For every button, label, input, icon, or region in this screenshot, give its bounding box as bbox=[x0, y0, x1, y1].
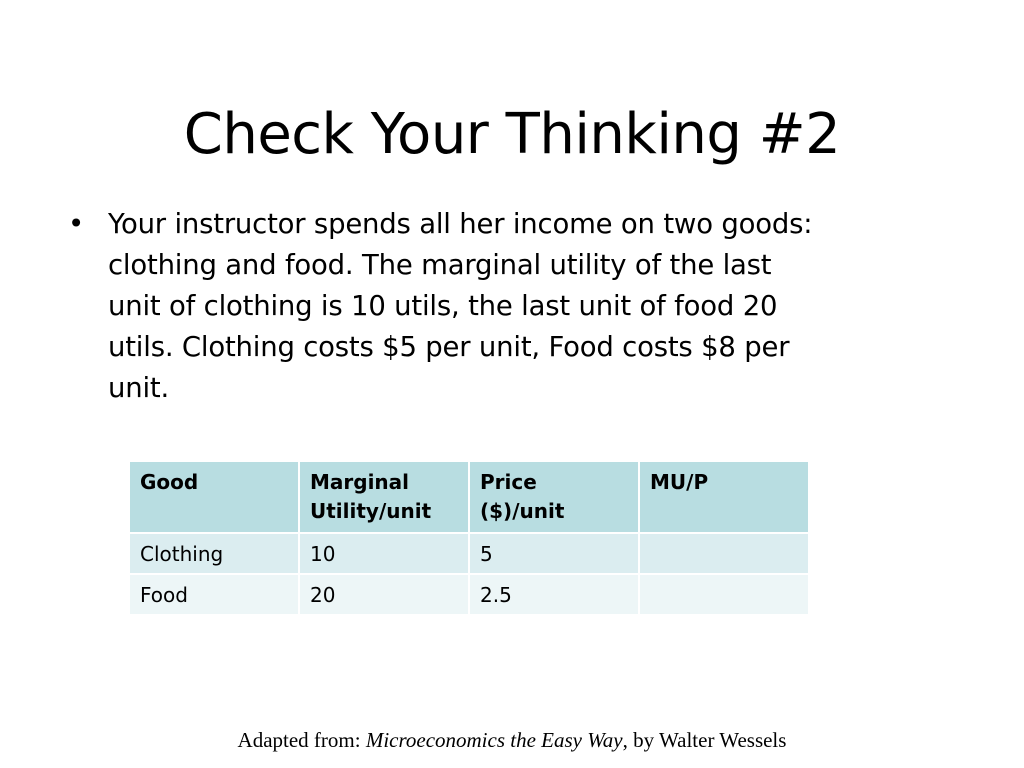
table-row bbox=[129, 574, 809, 615]
citation-book-title: Microeconomics the Easy Way bbox=[365, 728, 623, 752]
bullet-line-5: unit. bbox=[108, 372, 170, 404]
bullet-text bbox=[108, 204, 918, 409]
cell-marginal-utility: 20 bbox=[299, 574, 469, 615]
header-marginal-utility: Marginal Utility/unit bbox=[299, 461, 469, 533]
bullet-line-1: Your instructor spends all her income on two goods: bbox=[108, 208, 813, 240]
marginal-utility-table bbox=[128, 460, 810, 616]
header-good: Good bbox=[129, 461, 299, 533]
table-row bbox=[129, 533, 809, 574]
citation-suffix: , by Walter Wessels bbox=[622, 728, 787, 752]
cell-price: 2.5 bbox=[469, 574, 639, 615]
cell-mu-p bbox=[639, 574, 809, 615]
citation-prefix: Adapted from: bbox=[237, 728, 366, 752]
bullet-marker: • bbox=[68, 208, 85, 240]
bullet-point bbox=[68, 204, 918, 409]
cell-mu-p bbox=[639, 533, 809, 574]
header-mu-p: MU/P bbox=[639, 461, 809, 533]
cell-marginal-utility: 10 bbox=[299, 533, 469, 574]
bullet-line-4: utils. Clothing costs $5 per unit, Food costs $8 per bbox=[108, 331, 790, 363]
header-price: Price ($)/unit bbox=[469, 461, 639, 533]
source-citation bbox=[0, 726, 1024, 754]
bullet-line-3: unit of clothing is 10 utils, the last unit of food 20 bbox=[108, 290, 778, 322]
cell-good: Clothing bbox=[129, 533, 299, 574]
slide-title: Check Your Thinking #2 bbox=[183, 102, 841, 167]
cell-price: 5 bbox=[469, 533, 639, 574]
table-header-row bbox=[129, 461, 809, 533]
bullet-line-2: clothing and food. The marginal utility of the last bbox=[108, 249, 772, 281]
cell-good: Food bbox=[129, 574, 299, 615]
